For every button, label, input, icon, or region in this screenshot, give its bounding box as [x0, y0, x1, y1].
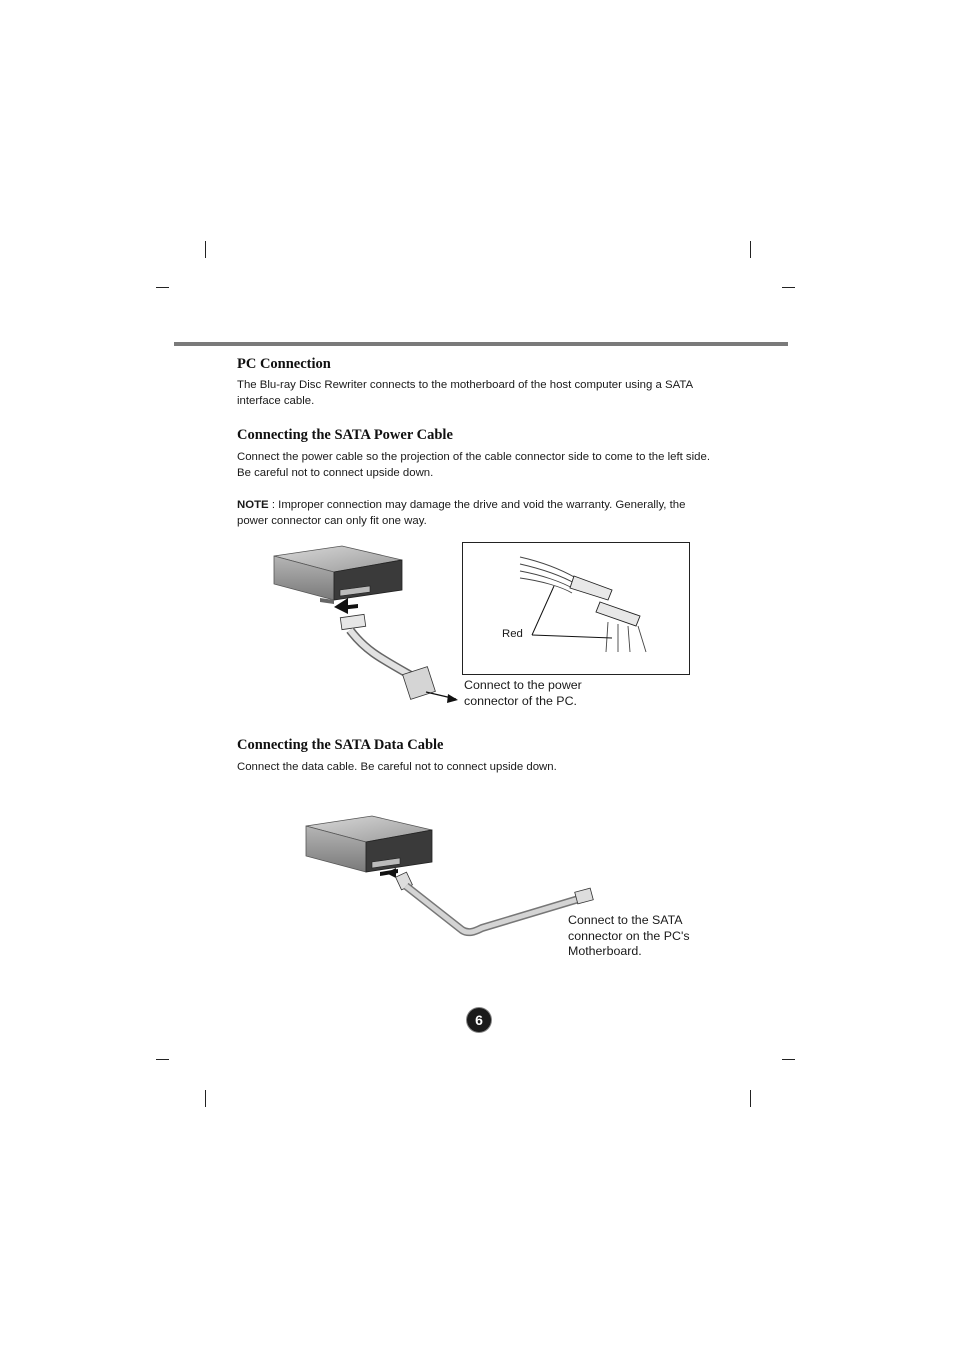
- drive-power-illustration: [260, 540, 460, 710]
- inset-label-red: Red: [502, 628, 523, 640]
- page-number: 6: [467, 1008, 491, 1032]
- crop-mark: [156, 287, 169, 288]
- crop-mark: [156, 1059, 169, 1060]
- crop-mark: [750, 241, 751, 258]
- crop-mark: [205, 1090, 206, 1107]
- note-text: : Improper connection may damage the drive and void the warranty. Generally, the power connector can only fit one way.: [237, 499, 686, 527]
- power-caption-line: connector of the PC.: [464, 693, 577, 708]
- data-cable-body: Connect the data cable. Be careful not to connect upside down.: [237, 761, 557, 773]
- data-caption-line: Connect to the SATA: [568, 913, 683, 927]
- data-caption-line: connector on the PC's: [568, 928, 690, 943]
- power-caption-line: Connect to the power: [464, 678, 582, 692]
- power-cable-body: Connect the power cable so the projection of the cable connector side to come to the left side. Be careful not to connect upside down.: [237, 451, 710, 479]
- pc-connection-body: The Blu-ray Disc Rewriter connects to the motherboard of the host computer using a SATA interface cable.: [237, 379, 693, 407]
- note-label: NOTE: [237, 499, 269, 511]
- header-rule: [174, 342, 788, 346]
- data-caption: [568, 913, 690, 960]
- power-connector-inset: [462, 542, 688, 673]
- crop-mark: [750, 1090, 751, 1107]
- data-caption-line: Motherboard.: [568, 944, 642, 958]
- note-paragraph: [237, 497, 707, 529]
- drive-data-illustration: [292, 810, 612, 940]
- section-heading-data-cable: Connecting the SATA Data Cable: [237, 737, 444, 753]
- crop-mark: [782, 287, 795, 288]
- crop-mark: [782, 1059, 795, 1060]
- crop-mark: [205, 241, 206, 258]
- power-caption: [464, 678, 582, 709]
- section-heading-pc-connection: PC Connection: [237, 356, 331, 372]
- section-heading-power-cable: Connecting the SATA Power Cable: [237, 427, 453, 443]
